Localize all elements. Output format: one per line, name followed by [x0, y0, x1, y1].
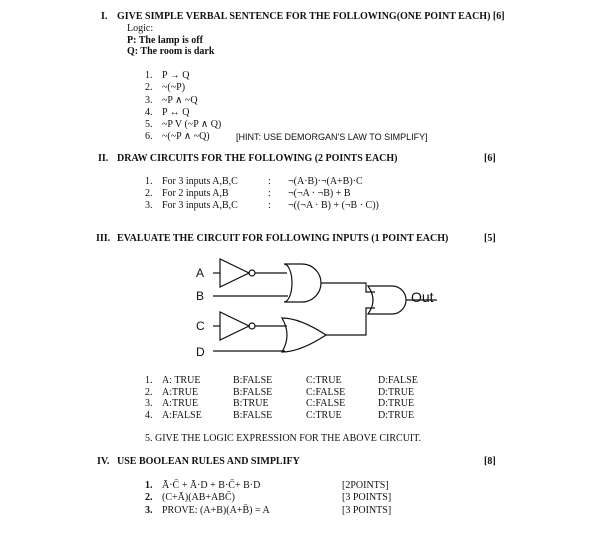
table-row-number: 1.: [145, 375, 153, 386]
table-row-number: 4.: [145, 410, 153, 421]
list-item-expression: ¬(¬A · ¬B) + B: [288, 188, 351, 199]
list-item-number: 4.: [145, 107, 153, 118]
table-cell-d: D:TRUE: [378, 387, 415, 398]
table-cell-a: A:TRUE: [162, 387, 199, 398]
input-b-label: B: [196, 289, 205, 303]
list-item-expression: ~P ∧ ~Q: [162, 95, 198, 106]
list-item-number: 2.: [145, 492, 153, 503]
list-item-number: 3.: [145, 505, 153, 516]
input-c-label: C: [196, 319, 205, 333]
not-gate-c: [220, 312, 249, 340]
list-item-expression: ~(~P ∧ ~Q): [162, 131, 210, 142]
table-cell-c: C:TRUE: [306, 410, 342, 421]
table-row-number: 3.: [145, 398, 153, 409]
list-item-number: 5.: [145, 119, 153, 130]
section3-heading: EVALUATE THE CIRCUIT FOR FOLLOWING INPUTS (1 POINT EACH): [117, 233, 449, 244]
section3-numeral: III.: [96, 233, 111, 244]
wire-upper-out: [321, 283, 375, 292]
table-cell-d: D:FALSE: [378, 375, 418, 386]
table-cell-a: A:FALSE: [162, 410, 202, 421]
list-item-number: 6.: [145, 131, 153, 142]
section4-heading: USE BOOLEAN RULES AND SIMPLIFY: [117, 456, 300, 467]
table-row-number: 2.: [145, 387, 153, 398]
output-label: Out: [411, 289, 434, 305]
section1-numeral: I.: [101, 11, 108, 22]
list-item-expression: ~(~P): [162, 82, 186, 93]
wire-lower-out: [326, 308, 375, 335]
list-item-colon: :: [268, 188, 271, 199]
list-item-number: 1.: [145, 70, 153, 81]
logic-label: Logic:: [127, 23, 154, 34]
list-item-number: 1.: [145, 480, 153, 491]
list-item-number: 3.: [145, 95, 153, 106]
q-definition: Q: The room is dark: [127, 46, 215, 57]
list-item-number: 2.: [145, 188, 153, 199]
list-item-expression: P ↔ Q: [162, 107, 190, 118]
table-cell-c: C:FALSE: [306, 387, 346, 398]
section4-numeral: IV.: [97, 456, 110, 467]
list-item-expression: ¬((¬A · B) + (¬B · C)): [288, 200, 379, 211]
table-cell-a: A:TRUE: [162, 398, 199, 409]
table-cell-c: C:FALSE: [306, 398, 346, 409]
table-cell-d: D:TRUE: [378, 410, 415, 421]
section1-heading: GIVE SIMPLE VERBAL SENTENCE FOR THE FOLLOWING(ONE POINT EACH) [6]: [117, 11, 505, 22]
list-item-number: 1.: [145, 176, 153, 187]
list-item-expression: (C+Ā)(AB+ABC̄): [162, 492, 235, 503]
not-gate-a: [220, 259, 249, 287]
section2-points: [6]: [484, 153, 496, 164]
input-d-label: D: [196, 345, 205, 359]
or-gate-lower: [282, 318, 326, 352]
item5-question: 5. GIVE THE LOGIC EXPRESSION FOR THE ABOVE CIRCUIT.: [145, 433, 422, 444]
list-item-points: [3 POINTS]: [342, 505, 392, 516]
table-cell-b: B:FALSE: [233, 410, 273, 421]
list-item-colon: :: [268, 176, 271, 187]
list-item-points: [2POINTS]: [342, 480, 389, 491]
list-item-expression: ¬(A·B)·¬(A+B)·C: [288, 176, 363, 187]
list-item-colon: :: [268, 200, 271, 211]
list-item-label: For 3 inputs A,B,C: [162, 176, 238, 187]
list-item-expression: PROVE: (A+B)(A+B̄) = A: [162, 505, 270, 516]
list-item-expression: P → Q: [162, 70, 190, 81]
list-item-label: For 2 inputs A,B: [162, 188, 229, 199]
list-item-expression: Ā·C̄ + Ā·D + B·C̄+ B·D: [162, 480, 261, 491]
section2-heading: DRAW CIRCUITS FOR THE FOLLOWING (2 POINTS EACH): [117, 153, 398, 164]
list-item-label: For 3 inputs A,B,C: [162, 200, 238, 211]
table-cell-c: C:TRUE: [306, 375, 342, 386]
table-cell-a: A: TRUE: [162, 375, 201, 386]
section3-points: [5]: [484, 233, 496, 244]
list-item-expression: ~P V (~P ∧ Q): [162, 119, 222, 130]
final-gate: [368, 286, 406, 314]
table-cell-b: B:FALSE: [233, 387, 273, 398]
list-item-points: [3 POINTS]: [342, 492, 392, 503]
hint-text: [HINT: USE DEMORGAN'S LAW TO SIMPLIFY]: [236, 132, 428, 142]
p-definition: P: The lamp is off: [127, 35, 203, 46]
section2-numeral: II.: [98, 153, 109, 164]
input-a-label: A: [196, 266, 205, 280]
section4-points: [8]: [484, 456, 496, 467]
table-cell-b: B:FALSE: [233, 375, 273, 386]
table-cell-d: D:TRUE: [378, 398, 415, 409]
and-gate-upper: [284, 264, 321, 302]
table-cell-b: B:TRUE: [233, 398, 269, 409]
list-item-number: 3.: [145, 200, 153, 211]
list-item-number: 2.: [145, 82, 153, 93]
